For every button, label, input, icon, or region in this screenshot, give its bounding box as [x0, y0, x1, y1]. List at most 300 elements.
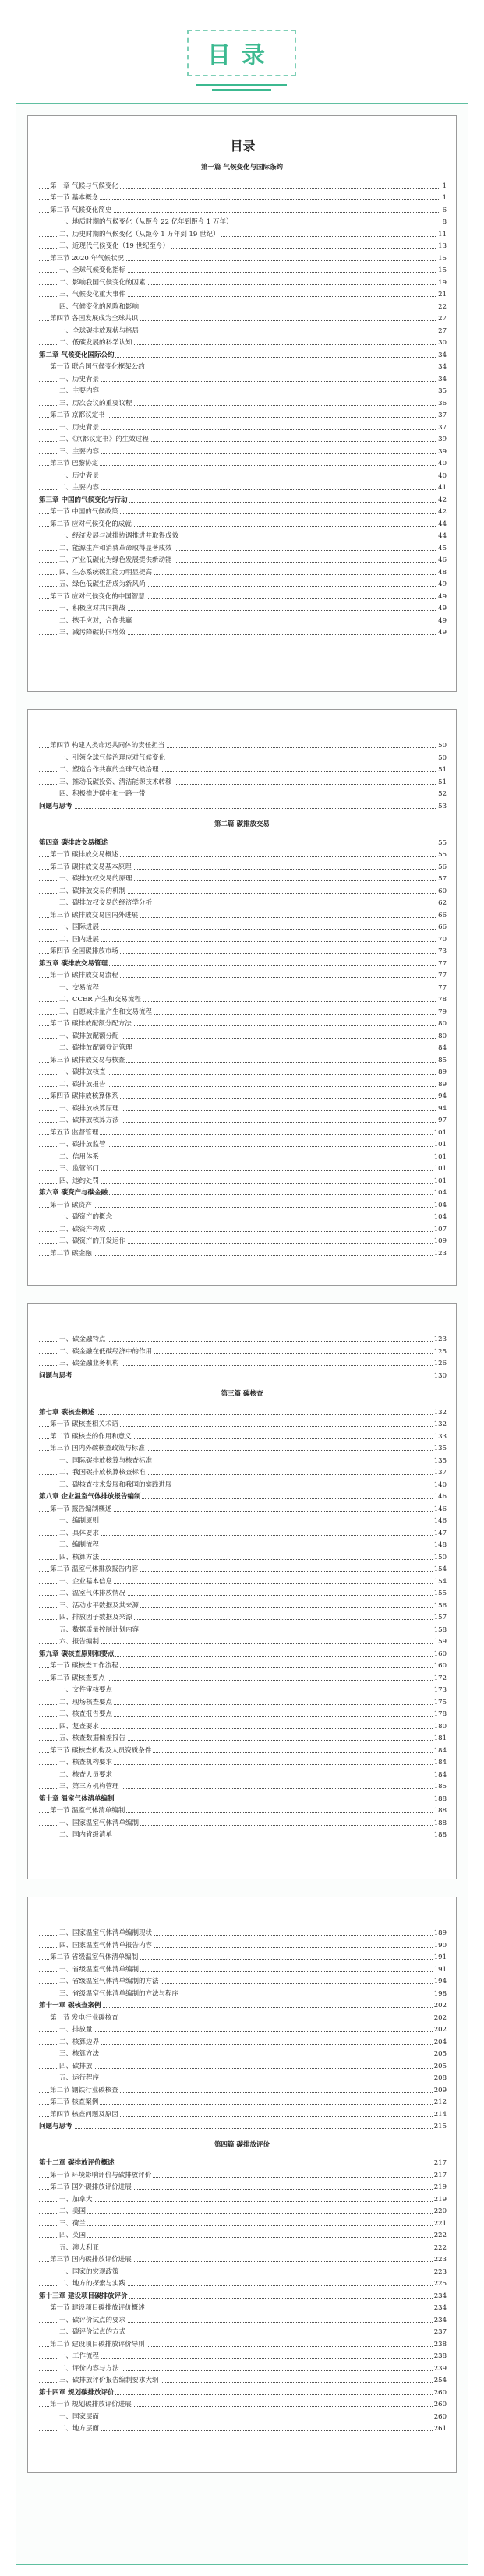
- toc-page-number: 125: [433, 1347, 447, 1356]
- toc-entry[interactable]: [28, 1225, 458, 1234]
- toc-entry-text: 二、省级温室气体清单编制的方法: [59, 1978, 159, 1985]
- toc-part-heading[interactable]: [28, 820, 458, 829]
- toc-entry[interactable]: [28, 1080, 458, 1089]
- toc-entry[interactable]: [28, 2388, 458, 2398]
- toc-entry[interactable]: [28, 1492, 458, 1501]
- toc-entry-text: 四、气候变化的风险和影响: [59, 302, 140, 311]
- toc-entry-text: 一、加拿大: [59, 2195, 93, 2204]
- toc-entry-text: 一、全球碳排放现状与格局: [59, 326, 140, 335]
- toc-entry[interactable]: [28, 1625, 458, 1635]
- toc-entry[interactable]: [28, 278, 458, 288]
- toc-entry[interactable]: [28, 753, 458, 763]
- toc-entry[interactable]: [28, 496, 458, 505]
- toc-entry[interactable]: [28, 182, 458, 191]
- toc-entry-text: 二、塑造合作共赢的全球气候治理: [59, 766, 159, 774]
- toc-entry[interactable]: [28, 1577, 458, 1586]
- toc-entry-text: 三、自愿减排量产生和交易流程: [59, 1007, 153, 1016]
- toc-entry-text: 三、碳排放权交易的经济学分析: [59, 899, 153, 907]
- toc-entry-text: 二、《京都议定书》的生效过程: [59, 436, 149, 443]
- toc-entry-text: 三、国家温室气体清单编制现状: [59, 1929, 153, 1937]
- toc-page-number: 11: [438, 230, 447, 238]
- toc-entry-text: 第二节 钢铁行业碳核查: [50, 2086, 118, 2094]
- toc-entry-text: 四、英国: [59, 2232, 87, 2239]
- toc-entry[interactable]: [28, 2400, 458, 2409]
- toc-page-number: 181: [433, 1734, 447, 1742]
- toc-entry[interactable]: [28, 1710, 458, 1719]
- toc-entry[interactable]: [28, 1516, 458, 1526]
- toc-entry[interactable]: [28, 2062, 458, 2071]
- toc-entry-text: 二、历史时期的气候变化（从距今 1 万年到 19 世纪）: [59, 230, 220, 238]
- toc-page-number: 53: [438, 802, 447, 810]
- toc-entry-text: 一、核查机构要求: [59, 1759, 113, 1766]
- toc-entry-text: 问题与思考: [39, 802, 72, 810]
- toc-entry-text: 三、减污降碳协同增效: [59, 629, 126, 637]
- toc-entry[interactable]: [28, 2110, 458, 2119]
- toc-page-number: 191: [433, 1965, 447, 1974]
- toc-page-number: 234: [433, 2316, 447, 2324]
- toc-entry[interactable]: [28, 2424, 458, 2433]
- toc-page-number: 84: [438, 1044, 447, 1052]
- toc-entry[interactable]: [28, 802, 458, 811]
- toc-entry-text: 一、碳排放核算原理: [59, 1104, 119, 1113]
- toc-entry[interactable]: [28, 935, 458, 944]
- toc-page-number: 188: [433, 1807, 447, 1815]
- leader-dots: [39, 1207, 445, 1208]
- toc-entry[interactable]: [28, 2025, 458, 2034]
- toc-page-number: 104: [433, 1201, 447, 1209]
- toc-entry[interactable]: [28, 544, 458, 553]
- toc-entry-text: 二、地方层面: [59, 2425, 100, 2433]
- toc-entry[interactable]: [28, 971, 458, 980]
- toc-entry[interactable]: [28, 2279, 458, 2288]
- toc-entry[interactable]: [28, 230, 458, 239]
- toc-entry[interactable]: [28, 2098, 458, 2107]
- leader-dots: [39, 2128, 445, 2129]
- toc-entry[interactable]: [28, 1734, 458, 1743]
- toc-page-number: 109: [433, 1237, 447, 1245]
- toc-entry[interactable]: [28, 1685, 458, 1695]
- toc-page-number: 48: [438, 568, 447, 577]
- toc-entry[interactable]: [28, 2364, 458, 2373]
- toc-entry[interactable]: [28, 887, 458, 896]
- toc-entry-text: 问题与思考: [39, 1371, 72, 1380]
- toc-page-number: 217: [433, 2171, 447, 2179]
- toc-entry[interactable]: [28, 580, 458, 589]
- toc-entry[interactable]: [28, 254, 458, 263]
- toc-entry[interactable]: [28, 1371, 458, 1381]
- toc-entry[interactable]: [28, 592, 458, 602]
- toc-entry-text: 二、地方的探索与实践: [59, 2280, 126, 2288]
- toc-entry[interactable]: [28, 1928, 458, 1938]
- toc-entry[interactable]: [28, 1770, 458, 1780]
- toc-entry-text: 四、排放因子数据及来源: [59, 1614, 132, 1621]
- toc-part-heading[interactable]: [28, 1389, 458, 1399]
- toc-entry-text: 一、碳排放核查: [59, 1068, 106, 1076]
- toc-entry[interactable]: [28, 863, 458, 872]
- toc-entry[interactable]: [28, 556, 458, 565]
- toc-entry[interactable]: [28, 898, 458, 908]
- toc-page-number: 22: [438, 302, 447, 311]
- toc-entry[interactable]: [28, 423, 458, 432]
- toc-page-number: 185: [433, 1783, 447, 1791]
- toc-entry[interactable]: [28, 483, 458, 492]
- toc-entry-text: 五、核查数据偏差报告: [59, 1734, 126, 1742]
- toc-entry[interactable]: [28, 850, 458, 859]
- toc-page-number: 154: [433, 1565, 447, 1573]
- toc-entry-text: 二、影响我国气候变化的因素: [59, 278, 146, 287]
- toc-entry-text: 第一节 报告编制概述: [50, 1505, 112, 1513]
- toc-entry[interactable]: [28, 1529, 458, 1538]
- toc-entry-text: 三、近现代气候变化（19 世纪至今）: [59, 242, 170, 250]
- toc-entry-text: 第七章 碳核查概述: [39, 1408, 94, 1417]
- toc-entry[interactable]: [28, 2255, 458, 2264]
- toc-entry[interactable]: [28, 2412, 458, 2422]
- toc-page-number: 184: [433, 1746, 447, 1755]
- toc-entry-text: 二、现场核查要点: [59, 1698, 113, 1706]
- toc-page-number: 146: [433, 1505, 447, 1513]
- toc-entry[interactable]: [28, 1601, 458, 1611]
- toc-entry-text: 四、复查要求: [59, 1722, 100, 1731]
- toc-entry[interactable]: [28, 1758, 458, 1767]
- toc-entry[interactable]: [28, 2352, 458, 2361]
- toc-page-number: 73: [438, 947, 447, 955]
- toc-entry[interactable]: [28, 411, 458, 420]
- toc-entry[interactable]: [28, 326, 458, 336]
- toc-entry[interactable]: [28, 1806, 458, 1816]
- toc-page-number: 154: [433, 1577, 447, 1586]
- toc-entry[interactable]: [28, 1007, 458, 1017]
- toc-entry-text: 第二节 温室气体排放报告内容: [50, 1565, 139, 1573]
- toc-entry-text: 第四节 全国碳排放市场: [50, 947, 118, 955]
- toc-entry[interactable]: [28, 1056, 458, 1065]
- toc-entry-text: 三、核算方法: [59, 2050, 100, 2058]
- toc-entry-text: 第一节 基本概念: [50, 194, 99, 202]
- toc-entry[interactable]: [28, 1746, 458, 1756]
- toc-entry[interactable]: [28, 399, 458, 408]
- toc-entry[interactable]: [28, 1505, 458, 1514]
- toc-entry[interactable]: [28, 2340, 458, 2349]
- toc-entry[interactable]: [28, 2195, 458, 2204]
- toc-page-number: 135: [433, 1445, 447, 1452]
- toc-entry-text: 第二节 碳排放配额分配方法: [50, 1020, 132, 1028]
- toc-page-number: 80: [438, 1020, 447, 1028]
- toc-entry[interactable]: [28, 1444, 458, 1453]
- toc-entry[interactable]: [28, 2316, 458, 2325]
- toc-page-number: 70: [438, 935, 447, 944]
- toc-entry[interactable]: [28, 2171, 458, 2180]
- toc-entry[interactable]: [28, 206, 458, 215]
- toc-entry[interactable]: [28, 2267, 458, 2277]
- toc-entry[interactable]: [28, 947, 458, 956]
- toc-entry[interactable]: [28, 2303, 458, 2313]
- toc-entry[interactable]: [28, 2207, 458, 2216]
- toc-page-number: 202: [433, 2002, 447, 2010]
- toc-page-number: 55: [438, 838, 447, 847]
- toc-entry-text: 第二节 碳排放交易基本原理: [50, 863, 132, 871]
- toc-page-number: 104: [433, 1213, 447, 1221]
- toc-page-number: 180: [433, 1722, 447, 1731]
- toc-entry[interactable]: [28, 2001, 458, 2010]
- toc-entry[interactable]: [28, 1965, 458, 1974]
- toc-entry[interactable]: [28, 1819, 458, 1828]
- toc-entry[interactable]: [28, 2292, 458, 2301]
- toc-page-number: 123: [433, 1336, 447, 1343]
- toc-entry-text: 二、能源生产和消费革命取得显著成效: [59, 544, 172, 552]
- toc-entry[interactable]: [28, 1674, 458, 1683]
- toc-entry-text: 一、历史背景: [59, 471, 100, 480]
- toc-page-number: 97: [438, 1117, 447, 1124]
- toc-page-number: 191: [433, 1953, 447, 1961]
- toc-page-number: 150: [433, 1553, 447, 1561]
- leader-dots: [39, 2068, 445, 2069]
- toc-entry-text: 二、温室气体排放情况: [59, 1590, 126, 1597]
- toc-entry[interactable]: [28, 1722, 458, 1731]
- toc-entry-text: 第三节 核查案例: [50, 2098, 99, 2106]
- toc-page-number: 51: [438, 766, 447, 774]
- toc-entry[interactable]: [28, 2122, 458, 2131]
- toc-page-number: 55: [438, 851, 447, 859]
- toc-entry[interactable]: [28, 1347, 458, 1357]
- toc-page-number: 39: [438, 436, 447, 443]
- toc-entry[interactable]: [28, 242, 458, 251]
- toc-entry[interactable]: [28, 1565, 458, 1574]
- toc-entry[interactable]: [28, 2327, 458, 2337]
- toc-entry-text: 一、交易流程: [59, 983, 100, 992]
- toc-entry[interactable]: [28, 2183, 458, 2192]
- toc-entry[interactable]: [28, 1152, 458, 1162]
- toc-page-number: 223: [433, 2267, 447, 2276]
- toc-entry[interactable]: [28, 290, 458, 299]
- toc-entry[interactable]: [28, 447, 458, 457]
- toc-entry[interactable]: [28, 2219, 458, 2228]
- toc-entry[interactable]: [28, 616, 458, 626]
- toc-page-number: 237: [433, 2328, 447, 2336]
- toc-entry[interactable]: [28, 1359, 458, 1368]
- toc-entry[interactable]: [28, 217, 458, 227]
- toc-entry[interactable]: [28, 923, 458, 932]
- toc-entry-text: 五、数据质量控制计划内容: [59, 1625, 140, 1634]
- toc-page-number: 62: [438, 899, 447, 907]
- toc-page-2: [27, 709, 457, 1286]
- toc-page-number: 260: [433, 2401, 447, 2408]
- toc-entry[interactable]: [28, 1140, 458, 1149]
- toc-part-heading[interactable]: [28, 163, 458, 172]
- toc-entry[interactable]: [28, 531, 458, 541]
- toc-entry[interactable]: [28, 1480, 458, 1490]
- toc-entry-text: 三、产业低碳化为绿色发展提供新动能: [59, 556, 172, 564]
- toc-entry[interactable]: [28, 302, 458, 312]
- toc-entry[interactable]: [28, 1212, 458, 1222]
- toc-page-1: [27, 115, 457, 692]
- toc-entry-text: 第一节 中国的气候政策: [50, 508, 118, 516]
- toc-entry[interactable]: [28, 1164, 458, 1173]
- toc-entry[interactable]: [28, 983, 458, 993]
- toc-entry-text: 三、碳排放评价报告编制要求大纲: [59, 2377, 159, 2384]
- toc-entry[interactable]: [28, 1408, 458, 1417]
- toc-entry-text: 第二篇 碳排放交易: [214, 820, 270, 828]
- toc-page-number: 21: [438, 291, 447, 298]
- toc-entry-text: 第二节 建设项目碳排放评价导则: [50, 2340, 145, 2348]
- toc-entry[interactable]: [28, 1794, 458, 1804]
- toc-entry[interactable]: [28, 362, 458, 372]
- toc-page-number: 44: [438, 532, 447, 540]
- toc-entry[interactable]: [28, 959, 458, 969]
- toc-page-number: 94: [438, 1092, 447, 1100]
- toc-entry-text: 第二节 碳核查要点: [50, 1674, 105, 1682]
- toc-page-number: 19: [438, 278, 447, 287]
- toc-entry[interactable]: [28, 628, 458, 637]
- toc-page-number: 15: [438, 254, 447, 263]
- toc-entry-text: 三、气候变化重大事件: [59, 291, 126, 298]
- toc-page-number: 137: [433, 1469, 447, 1477]
- toc-entry-text: 一、国家的宏观政策: [59, 2267, 119, 2276]
- toc-entry[interactable]: [28, 741, 458, 750]
- toc-entry[interactable]: [28, 1104, 458, 1113]
- toc-entry[interactable]: [28, 314, 458, 323]
- toc-entry[interactable]: [28, 2038, 458, 2047]
- toc-entry[interactable]: [28, 435, 458, 444]
- toc-entry[interactable]: [28, 1540, 458, 1550]
- toc-entry[interactable]: [28, 507, 458, 517]
- toc-entry[interactable]: [28, 1941, 458, 1950]
- toc-entry-text: 第一节 碳核查相关术语: [50, 1420, 118, 1428]
- toc-entry[interactable]: [28, 568, 458, 577]
- toc-entry[interactable]: [28, 1019, 458, 1029]
- toc-entry-text: 第四节 核查问题及原因: [50, 2110, 118, 2119]
- toc-entry-text: 第三篇 碳核查: [221, 1390, 263, 1398]
- toc-entry[interactable]: [28, 1977, 458, 1986]
- toc-entry[interactable]: [28, 2158, 458, 2168]
- toc-entry[interactable]: [28, 386, 458, 396]
- toc-entry[interactable]: [28, 2243, 458, 2253]
- toc-entry[interactable]: [28, 1335, 458, 1344]
- toc-page-number: 57: [438, 875, 447, 883]
- toc-page-number: 101: [433, 1141, 447, 1149]
- toc-entry[interactable]: [28, 1177, 458, 1186]
- toc-entry[interactable]: [28, 193, 458, 203]
- toc-page-number: 41: [438, 484, 447, 492]
- toc-page-number: 51: [438, 778, 447, 786]
- toc-entry[interactable]: [28, 1553, 458, 1562]
- toc-entry[interactable]: [28, 1067, 458, 1077]
- toc-entry-text: 三、历次会议的重要议程: [59, 399, 132, 408]
- toc-page-number: 101: [433, 1177, 447, 1185]
- toc-entry[interactable]: [28, 1432, 458, 1442]
- toc-entry-text: 第一节 发电行业碳核查: [50, 2013, 118, 2022]
- toc-entry[interactable]: [28, 1613, 458, 1622]
- toc-page-number: 148: [433, 1541, 447, 1549]
- toc-entry[interactable]: [28, 2376, 458, 2385]
- leader-dots: [39, 2237, 445, 2238]
- toc-entry[interactable]: [28, 1420, 458, 1429]
- toc-entry[interactable]: [28, 338, 458, 348]
- toc-page-number: 225: [433, 2280, 447, 2288]
- toc-entry[interactable]: [28, 266, 458, 275]
- toc-entry[interactable]: [28, 874, 458, 884]
- toc-entry-text: 第三节 应对气候变化的中国智慧: [50, 592, 145, 601]
- toc-page-number: 40: [438, 471, 447, 480]
- toc-entry[interactable]: [28, 1128, 458, 1138]
- toc-entry-text: 第一节 碳核查工作流程: [50, 1662, 118, 1670]
- toc-page-number: 222: [433, 2232, 447, 2239]
- toc-entry[interactable]: [28, 765, 458, 775]
- toc-page-number: 219: [433, 2183, 447, 2191]
- toc-entry[interactable]: [28, 1456, 458, 1466]
- toc-entry[interactable]: [28, 1237, 458, 1246]
- toc-entry[interactable]: [28, 1698, 458, 1707]
- toc-page-number: 239: [433, 2364, 447, 2373]
- toc-entry[interactable]: [28, 2086, 458, 2095]
- toc-entry[interactable]: [28, 1201, 458, 1210]
- toc-page-number: 45: [438, 544, 447, 552]
- toc-entry[interactable]: [28, 375, 458, 384]
- toc-entry[interactable]: [28, 1249, 458, 1258]
- toc-entry[interactable]: [28, 604, 458, 613]
- toc-entry[interactable]: [28, 2231, 458, 2240]
- toc-page-number: 132: [433, 1420, 447, 1428]
- toc-entry-text: 四、生态系统碳汇能力明显提高: [59, 568, 153, 577]
- toc-page-number: 135: [433, 1456, 447, 1465]
- toc-entry-text: 第十三章 建设项目碳排放评价: [39, 2292, 128, 2300]
- toc-part-heading[interactable]: [28, 2140, 458, 2150]
- toc-entry[interactable]: [28, 778, 458, 787]
- toc-entry-text: 五、运行程序: [59, 2074, 100, 2082]
- toc-entry[interactable]: [28, 2013, 458, 2023]
- toc-entry-text: 二、碳排放报告: [59, 1080, 106, 1089]
- toc-entry[interactable]: [28, 1032, 458, 1041]
- toc-entry[interactable]: [28, 471, 458, 481]
- toc-entry[interactable]: [28, 2049, 458, 2059]
- toc-entry[interactable]: [28, 1650, 458, 1659]
- toc-entry[interactable]: [28, 459, 458, 468]
- toc-entry[interactable]: [28, 789, 458, 799]
- toc-entry-text: 第一节 规划碳排放评价进展: [50, 2401, 132, 2408]
- toc-entry-text: 一、国际进展: [59, 923, 100, 931]
- toc-page-number: 189: [433, 1929, 447, 1937]
- toc-entry[interactable]: [28, 1637, 458, 1646]
- toc-entry[interactable]: [28, 1661, 458, 1671]
- toc-page-number: 34: [438, 363, 447, 371]
- toc-entry[interactable]: [28, 1468, 458, 1477]
- toc-entry-text: 二、CCER 产生和交易流程: [59, 996, 141, 1004]
- toc-entry[interactable]: [28, 1043, 458, 1053]
- toc-entry-text: 一、碳资产的概念: [59, 1213, 113, 1221]
- toc-entry[interactable]: [28, 351, 458, 360]
- toc-entry[interactable]: [28, 1589, 458, 1598]
- toc-entry[interactable]: [28, 1116, 458, 1125]
- toc-page-number: 205: [433, 2050, 447, 2058]
- toc-entry[interactable]: [28, 838, 458, 848]
- toc-entry-text: 一、国际碳排放核算与核查标准: [59, 1456, 153, 1465]
- toc-page-number: 188: [433, 1831, 447, 1839]
- toc-entry[interactable]: [28, 520, 458, 529]
- toc-entry[interactable]: [28, 911, 458, 920]
- toc-entry[interactable]: [28, 1953, 458, 1962]
- toc-entry[interactable]: [28, 1092, 458, 1101]
- toc-page-number: 52: [438, 790, 447, 798]
- toc-entry-text: 三、编制流程: [59, 1541, 100, 1549]
- toc-entry[interactable]: [28, 1188, 458, 1198]
- toc-entry[interactable]: [28, 1989, 458, 1999]
- toc-entry-text: 第四节 构建人类命运共同体的责任担当: [50, 742, 165, 750]
- toc-entry-text: 第八章 企业温室气体排放报告编制: [39, 1493, 141, 1501]
- toc-entry[interactable]: [28, 2073, 458, 2083]
- toc-entry-text: 第十一章 碳核查案例: [39, 2002, 101, 2010]
- toc-page-number: 60: [438, 887, 447, 895]
- toc-entry[interactable]: [28, 995, 458, 1004]
- toc-entry[interactable]: [28, 1830, 458, 1840]
- toc-entry[interactable]: [28, 1782, 458, 1791]
